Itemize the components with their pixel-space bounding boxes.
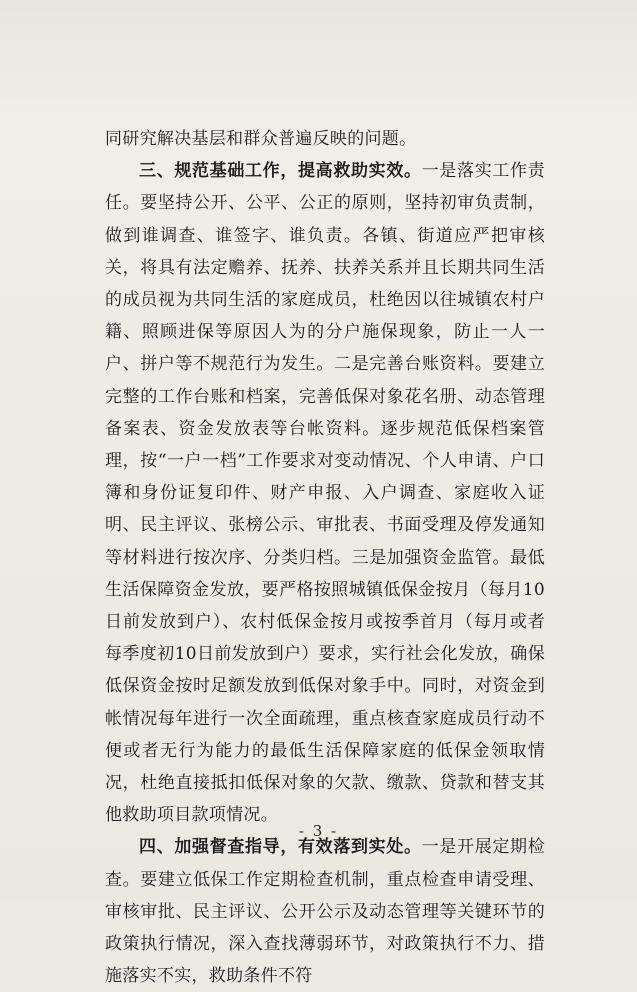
section-4-paragraph (105, 831, 545, 992)
section-3-body-1: 要坚持公开、公平、公正的原则，坚持初审负责制，做到谁调查、谁签字、谁负责。各镇、街道应严把审核关，将具有法定赡养、抚养、扶养关系并且长期共同生活的成员视为共同生活的家庭成员，杜绝因以往城镇农村户籍、照顾进保等原因人为的分户施保现象，防止一人一户、拼户等不规范行为发生。 (105, 193, 545, 375)
section-3-lead-2: 二是完善台账资料。 (333, 354, 493, 375)
section-4-heading: 四、加强督查指导，有效落到实处。 (139, 837, 422, 858)
section-3-lead-1: 一是落实工作责任。 (105, 161, 545, 214)
section-4-body-1: 要建立低保工作定期检查机制，重点检查申请受理、审核审批、民主评议、公开公示及动态管理等关键环节的政策执行情况，深入查找薄弱环节，对政策执行不力、措施落实不实，救助条件不符 (105, 869, 545, 987)
section-3-paragraph (105, 155, 545, 831)
section-3-body-3: 最低生活保障资金发放，要严格按照城镇低保金按月（每月10日前发放到户）、农村低保金按月或按季首月（每月或者每季度初10日前发放到户）要求，实行社会化发放，确保低保资金按时足额发放到低保对象手中。同时，对资金到帐情况每年进行一次全面疏理，重点核查家庭成员行动不便或者无行为能力的最低生活保障家庭的低保金领取情况，杜绝直接抵扣低保对象的欠款、缴款、贷款和替支其他救助项目款项情况。 (105, 547, 546, 826)
continuation-line: 同研究解决基层和群众普遍反映的问题。 (105, 129, 417, 149)
section-3-body-2: 要建立完整的工作台账和档案，完善低保对象花名册、动态管理备案表、资金发放表等台帐资料。逐步规范低保档案管理，按“一户一档”工作要求对变动情况、个人申请、户口簿和身份证复印件、财产申报、入户调查、家庭收入证明、民主评议、张榜公示、审批表、书面受理及停发通知等材料进行按次序、分类归档。 (105, 354, 546, 568)
document-body (105, 123, 545, 992)
page-number: - 3 - (298, 822, 339, 840)
show-through-shadow (0, 0, 637, 120)
section-4-lead-1: 一是开展定期检查。 (105, 837, 545, 890)
section-3-lead-3: 三是加强资金监管。 (351, 547, 511, 568)
section-3-heading: 三、规范基础工作，提高救助实效。 (139, 161, 422, 182)
